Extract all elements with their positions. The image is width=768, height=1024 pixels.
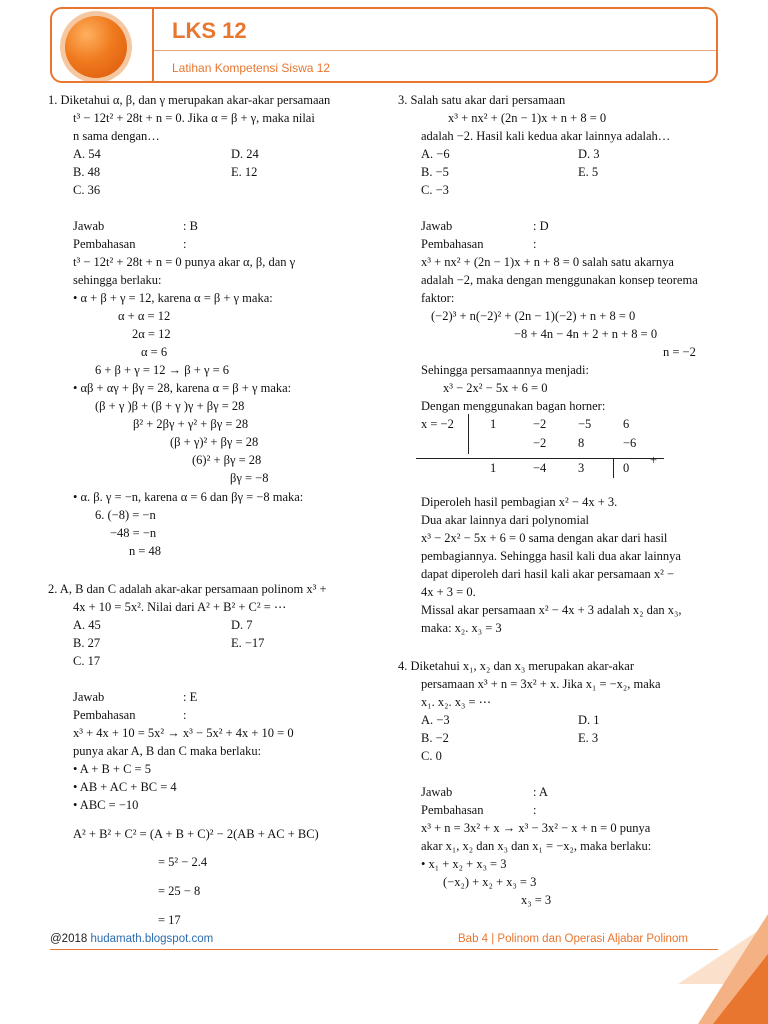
text-line: : D [533, 219, 549, 233]
text-line: Dengan menggunakan bagan horner: [421, 399, 606, 413]
text-line: Missal akar persamaan x² − 4x + 3 adalah x₂ dan x₃, [421, 603, 682, 617]
text-line: C. 17 [73, 654, 101, 668]
text-line: −48 = −n [110, 526, 157, 540]
text-line: • α. β. γ = −n, karena α = 6 dan βγ = −8 maka: [73, 490, 304, 504]
text-line: Dua akar lainnya dari polynomial [421, 513, 589, 527]
text-line: x₃ = 3 [521, 893, 552, 907]
footer-chapter: Bab 4 | Polinom dan Operasi Aljabar Polinom [458, 933, 688, 945]
text-line: t³ − 12t² + 28t + n = 0. Jika α = β + γ, maka nilai [73, 111, 315, 125]
text-line: Diperoleh hasil pembagian x² − 4x + 3. [421, 495, 618, 509]
text-line: Jawab [73, 690, 105, 704]
text-line: Jawab [421, 219, 453, 233]
text-line: C. 36 [73, 183, 101, 197]
text-line: −5 [578, 417, 592, 431]
text-line: 3 [578, 461, 585, 475]
text-line: • αβ + αγ + βγ = 28, karena α = β + γ maka: [73, 381, 292, 395]
text-line: • α + β + γ = 12, karena α = β + γ maka: [73, 291, 273, 305]
text-line: 3. Salah satu akar dari persamaan [398, 93, 566, 107]
text-line: 2α = 12 [132, 327, 171, 341]
text-line: A. −3 [421, 713, 450, 727]
text-line: E. 3 [578, 731, 599, 745]
text-line: −2 [533, 436, 547, 450]
text-line: 6. (−8) = −n [95, 508, 156, 522]
text-line: B. −5 [421, 165, 449, 179]
text-line: = 5² − 2.4 [158, 855, 208, 869]
text-line: 4x + 10 = 5x². Nilai dari A² + B² + C² = ⋯ [73, 600, 287, 614]
text-line: A. −6 [421, 147, 450, 161]
text-line: : [183, 237, 187, 251]
text-line: α = 6 [141, 345, 168, 359]
text-line: x = −2 [421, 417, 454, 431]
text-line: : A [533, 785, 548, 799]
corner-decoration-dark [713, 954, 768, 1024]
text-line: C. −3 [421, 183, 449, 197]
text-line: 6 + β + γ = 12 → β + γ = 6 [95, 363, 230, 377]
text-line: Pembahasan [73, 708, 136, 722]
footer-left [50, 933, 213, 945]
text-line: n = 48 [129, 544, 162, 558]
header-frame [50, 7, 718, 83]
text-line: 1 [490, 417, 497, 431]
text-line: −6 [623, 436, 637, 450]
text-line: D. 1 [578, 713, 600, 727]
text-line: (β + γ)² + βγ = 28 [170, 435, 259, 449]
footer-site-link[interactable]: hudamath.blogspot.com [90, 933, 214, 945]
text-line: x³ − 2x² − 5x + 6 = 0 sama dengan akar dari hasil [421, 531, 668, 545]
text-line: sehingga berlaku: [73, 273, 162, 287]
header-divider-vertical [152, 9, 154, 81]
text-line: x₁. x₂. x₃ = ⋯ [421, 695, 492, 709]
text-line: (β + γ )β + (β + γ )γ + βγ = 28 [95, 399, 245, 413]
horner-remainder-line [613, 458, 614, 478]
footer-copyright: @2018 [50, 933, 88, 945]
text-line: x³ + 4x + 10 = 5x² → x³ − 5x² + 4x + 10 = 0 [73, 726, 294, 740]
text-line: • A + B + C = 5 [73, 762, 151, 776]
text-line: (−2)³ + n(−2)² + (2n − 1)(−2) + n + 8 = 0 [431, 309, 636, 323]
text-line: : E [183, 690, 198, 704]
text-line: A. 54 [73, 147, 101, 161]
text-line: : B [183, 219, 198, 233]
text-line: D. 24 [231, 147, 259, 161]
text-line: E. 5 [578, 165, 599, 179]
text-line: • x₁ + x₂ + x₃ = 3 [421, 857, 507, 871]
text-line: x³ + nx² + (2n − 1)x + n + 8 = 0 salah satu akarnya [421, 255, 674, 269]
page-subtitle: Latihan Kompetensi Siswa 12 [172, 61, 331, 75]
text-line: βγ = −8 [230, 471, 269, 485]
horner-horizontal-line [416, 458, 664, 459]
text-line: B. 48 [73, 165, 101, 179]
text-line: faktor: [421, 291, 455, 305]
text-line: (−x₂) + x₂ + x₃ = 3 [443, 875, 537, 889]
text-line: Jawab [421, 785, 453, 799]
text-line: t³ − 12t² + 28t + n = 0 punya akar α, β, dan γ [73, 255, 296, 269]
footer-divider [50, 949, 718, 950]
text-line: −8 + 4n − 4n + 2 + n + 8 = 0 [514, 327, 658, 341]
text-line: pembagiannya. Sehingga hasil kali dua akar lainnya [421, 549, 681, 563]
text-line: 2. A, B dan C adalah akar-akar persamaan polinom x³ + [48, 582, 327, 596]
text-line: −2 [533, 417, 547, 431]
text-line: −4 [533, 461, 547, 475]
text-line: 4x + 3 = 0. [421, 585, 476, 599]
text-line: Pembahasan [421, 803, 484, 817]
text-line: 1 [490, 461, 497, 475]
text-line: x³ + nx² + (2n − 1)x + n + 8 = 0 [448, 111, 607, 125]
text-line: n sama dengan… [73, 129, 160, 143]
text-line: dapat diperoleh dari hasil kali akar persamaan x² − [421, 567, 675, 581]
text-line: 6 [623, 417, 630, 431]
text-line: 0 [623, 461, 630, 475]
horner-vertical-line [468, 414, 469, 454]
text-line: = 17 [158, 913, 181, 927]
text-line: + [650, 453, 658, 467]
text-line: akar x₁, x₂ dan x₃ dan x₁ = −x₂, maka berlaku: [421, 839, 652, 853]
text-line: x³ − 2x² − 5x + 6 = 0 [443, 381, 548, 395]
text-line: A² + B² + C² = (A + B + C)² − 2(AB + AC + BC) [73, 827, 319, 841]
text-line: Pembahasan [421, 237, 484, 251]
text-line: : [183, 708, 187, 722]
text-line: 1. Diketahui α, β, dan γ merupakan akar-akar persamaan [48, 93, 331, 107]
text-line: persamaan x³ + n = 3x² + x. Jika x₁ = −x₂, maka [421, 677, 661, 691]
text-line: • AB + AC + BC = 4 [73, 780, 177, 794]
text-line: • ABC = −10 [73, 798, 139, 812]
text-line: Pembahasan [73, 237, 136, 251]
text-line: B. 27 [73, 636, 101, 650]
text-line: C. 0 [421, 749, 442, 763]
text-line: α + α = 12 [118, 309, 171, 323]
text-line: Sehingga persamaannya menjadi: [421, 363, 589, 377]
page-title: LKS 12 [172, 18, 247, 43]
text-line: punya akar A, B dan C maka berlaku: [73, 744, 262, 758]
text-line: B. −2 [421, 731, 449, 745]
text-line: : [533, 237, 537, 251]
text-line: n = −2 [663, 345, 696, 359]
text-line: : [533, 803, 537, 817]
text-line: 8 [578, 436, 585, 450]
text-line: Jawab [73, 219, 105, 233]
text-line: adalah −2, maka dengan menggunakan konsep teorema [421, 273, 698, 287]
text-line: (6)² + βγ = 28 [192, 453, 262, 467]
text-line: 4. Diketahui x₁, x₂ dan x₃ merupakan akar-akar [398, 659, 634, 673]
text-line: E. −17 [231, 636, 265, 650]
text-line: = 25 − 8 [158, 884, 201, 898]
text-line: D. 7 [231, 618, 253, 632]
text-line: maka: x₂. x₃ = 3 [421, 621, 502, 635]
text-line: adalah −2. Hasil kali kedua akar lainnya adalah… [421, 129, 671, 143]
header-divider-horizontal [154, 50, 716, 51]
text-line: A. 45 [73, 618, 101, 632]
text-line: D. 3 [578, 147, 600, 161]
text-line: β² + 2βγ + γ² + βγ = 28 [133, 417, 249, 431]
text-line: x³ + n = 3x² + x → x³ − 3x² − x + n = 0 punya [421, 821, 651, 835]
text-line: E. 12 [231, 165, 258, 179]
